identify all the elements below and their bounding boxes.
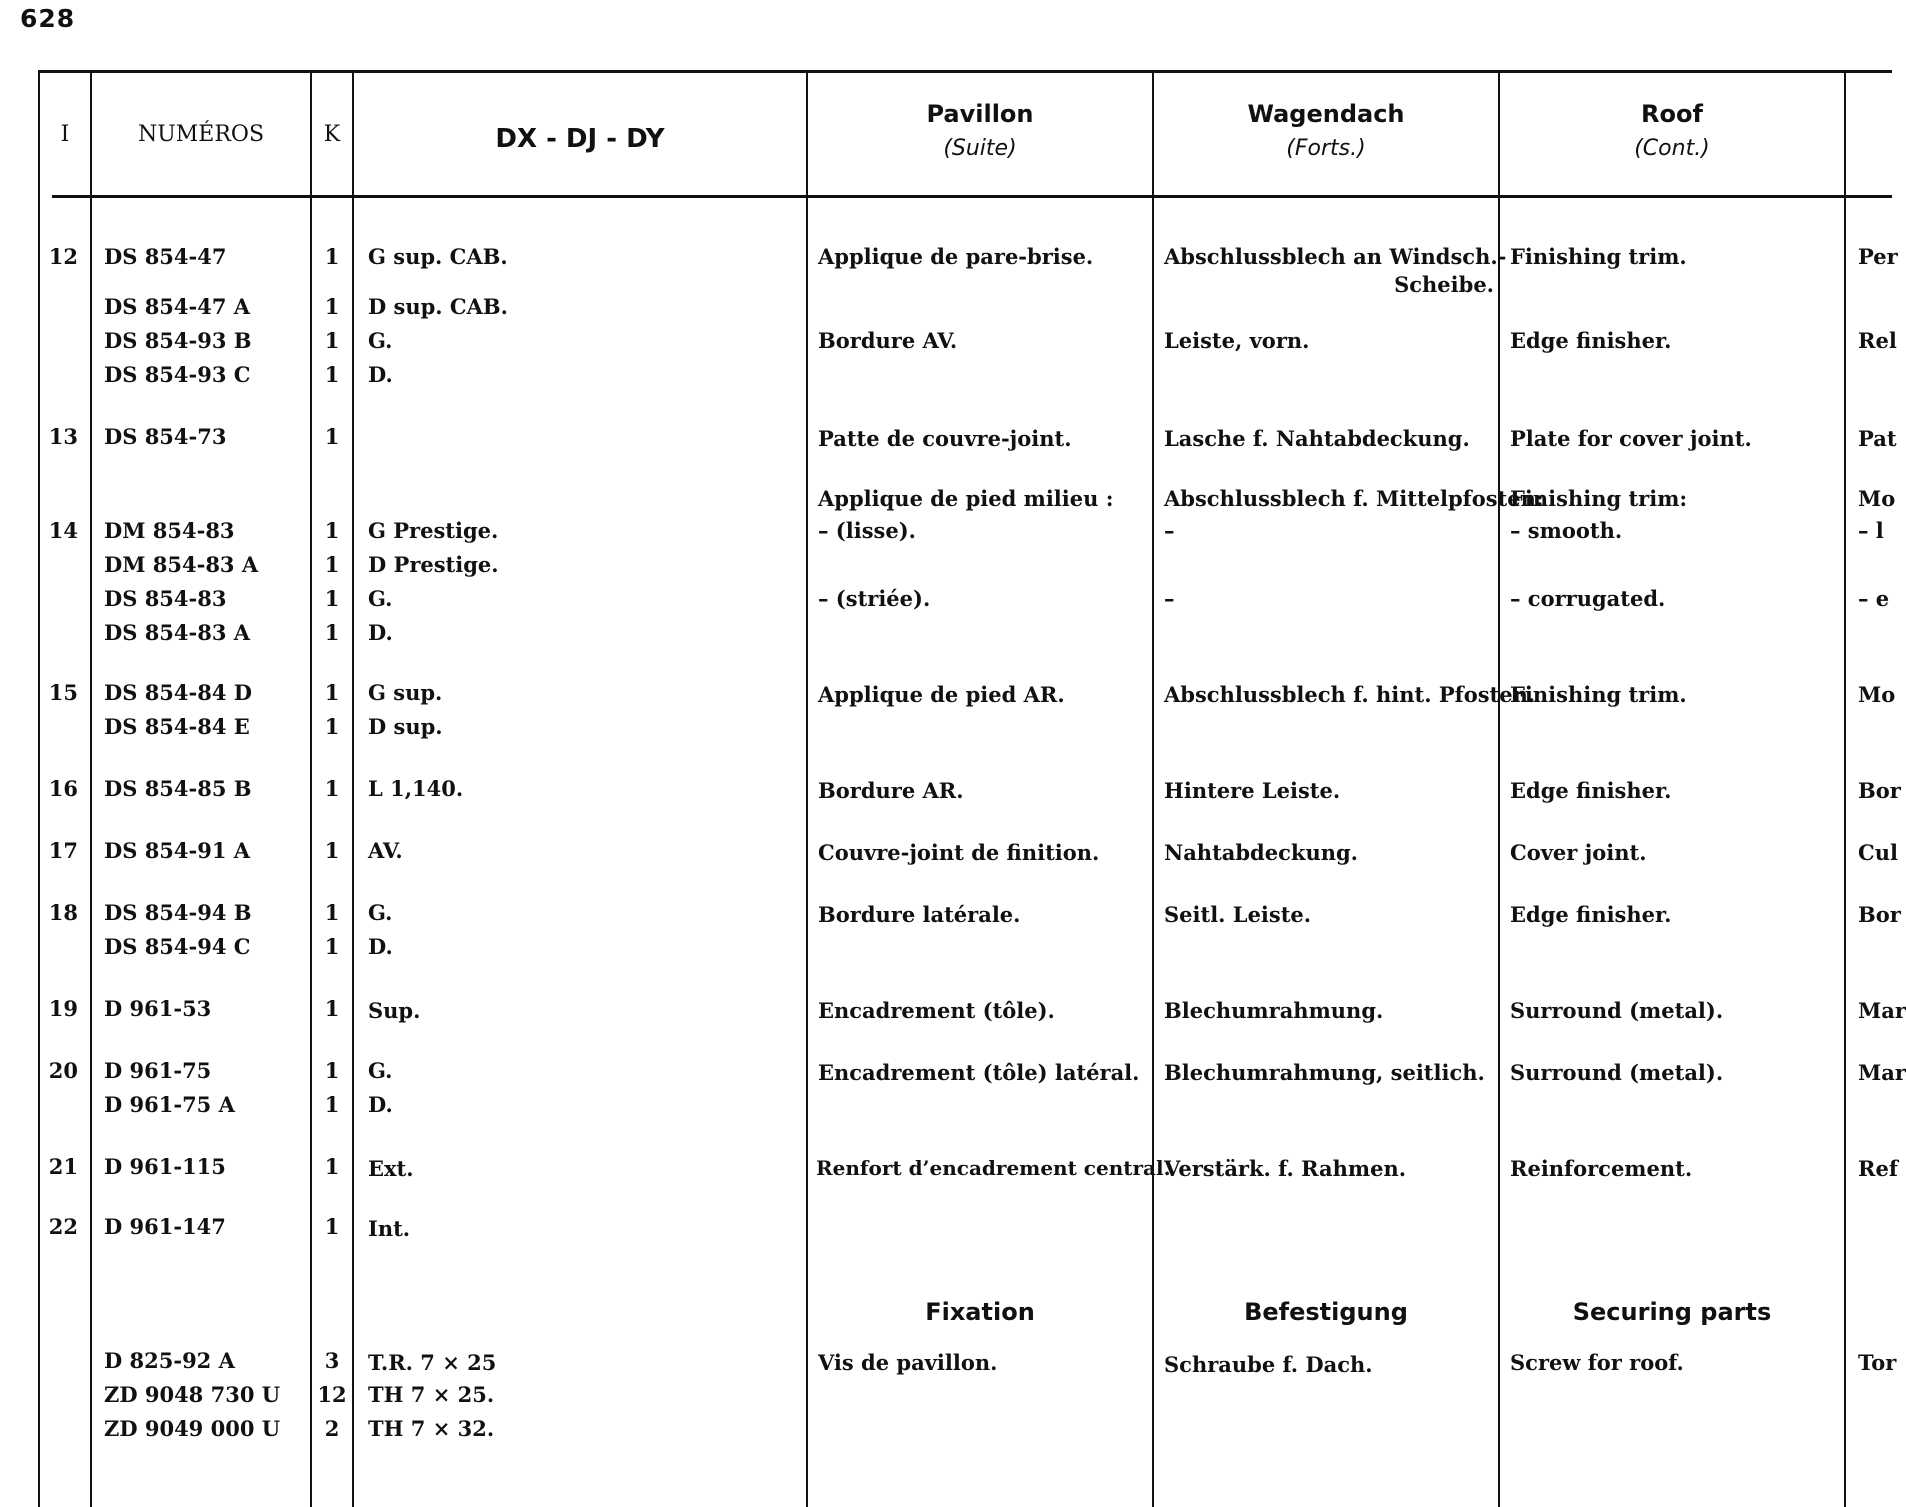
row-spec: Sup. [368, 998, 421, 1023]
row-de: Blechumrahmung. [1164, 998, 1384, 1023]
column-divider [806, 70, 808, 1507]
row-ref: 17 [48, 838, 78, 863]
row-de: Blechumrahmung, seitlich. [1164, 1060, 1485, 1085]
header-bottom-rule [52, 195, 1892, 198]
row-spec: D Prestige. [368, 552, 499, 577]
row-qty: 1 [324, 552, 340, 577]
row-cut-column: Mo [1858, 682, 1896, 707]
row-qty: 12 [317, 1382, 347, 1407]
row-ref: 14 [48, 518, 78, 543]
row-qty: 1 [324, 934, 340, 959]
row-part-number: DS 854-73 [104, 424, 227, 449]
row-cut-column: – l [1858, 518, 1884, 543]
row-de: Hintere Leiste. [1164, 778, 1341, 803]
header-en-title: Roof [1641, 100, 1703, 128]
row-qty: 1 [324, 1214, 340, 1239]
row-part-number: D 961-75 A [104, 1092, 235, 1117]
row-spec: T.R. 7 × 25 [368, 1350, 497, 1375]
row-de: – [1164, 518, 1175, 543]
column-divider [90, 70, 92, 1507]
row-part-number: DS 854-47 [104, 244, 227, 269]
row-en: Edge finisher. [1510, 778, 1672, 803]
row-ref: 22 [48, 1214, 78, 1239]
row-spec: D. [368, 362, 393, 387]
row-fr: Patte de couvre-joint. [818, 426, 1072, 451]
row-fr: Applique de pied AR. [818, 682, 1065, 707]
row-de: Leiste, vorn. [1164, 328, 1310, 353]
row-fr: Encadrement (tôle) latéral. [818, 1060, 1140, 1085]
row-fr: Bordure AR. [818, 778, 964, 803]
row-de: Abschlussblech f. Mittelpfosten: [1164, 486, 1544, 511]
row-en: Plate for cover joint. [1510, 426, 1752, 451]
row-fr: – (striée). [818, 586, 931, 611]
header-en [1500, 100, 1844, 161]
row-ref: 20 [48, 1058, 78, 1083]
row-cut-column: Rel [1858, 328, 1897, 353]
row-en: Screw for roof. [1510, 1350, 1684, 1375]
row-spec: Int. [368, 1216, 411, 1241]
row-qty: 1 [324, 328, 340, 353]
row-qty: 1 [324, 1154, 340, 1179]
header-models: DX - DJ - DY [495, 124, 665, 154]
column-divider [1844, 70, 1846, 1507]
row-part-number: D 961-75 [104, 1058, 212, 1083]
column-divider [1152, 70, 1154, 1507]
header-numeros: NUMÉROS [137, 122, 265, 147]
row-part-number: DM 854-83 A [104, 552, 259, 577]
row-en: – corrugated. [1510, 586, 1666, 611]
row-en: Surround (metal). [1510, 1060, 1724, 1085]
row-fr: – (lisse). [818, 518, 916, 543]
row-cut-column: Mo [1858, 486, 1896, 511]
row-fr: Vis de pavillon. [818, 1350, 998, 1375]
row-de-cont: Scheibe. [1394, 272, 1494, 297]
row-de: Lasche f. Nahtabdeckung. [1164, 426, 1470, 451]
row-spec: D sup. CAB. [368, 294, 508, 319]
row-qty: 1 [324, 244, 340, 269]
row-qty: 1 [324, 680, 340, 705]
row-fr: Applique de pied milieu : [818, 486, 1114, 511]
row-part-number: DS 854-91 A [104, 838, 251, 863]
row-de: Abschlussblech an Windsch.- [1164, 244, 1507, 269]
row-ref: 21 [48, 1154, 78, 1179]
row-cut-column: Per [1858, 244, 1898, 269]
row-qty: 1 [324, 586, 340, 611]
row-qty: 1 [324, 620, 340, 645]
row-qty: 1 [324, 294, 340, 319]
row-cut-column: Pat [1858, 426, 1897, 451]
row-qty: 1 [324, 996, 340, 1021]
row-qty: 1 [324, 1058, 340, 1083]
header-fr-sub: (Suite) [943, 136, 1017, 161]
row-de: Seitl. Leiste. [1164, 902, 1312, 927]
row-qty: 1 [324, 776, 340, 801]
row-de: Nahtabdeckung. [1164, 840, 1358, 865]
row-part-number: DS 854-84 D [104, 680, 252, 705]
table-top-rule [38, 70, 1892, 73]
column-divider [1498, 70, 1500, 1507]
row-en: Finishing trim. [1510, 682, 1687, 707]
row-part-number: D 961-115 [104, 1154, 226, 1179]
header-fr-title: Pavillon [926, 100, 1034, 128]
row-spec: G sup. [368, 680, 443, 705]
row-spec: Ext. [368, 1156, 414, 1181]
row-de: Abschlussblech f. hint. Pfosten. [1164, 682, 1536, 707]
row-ref: 16 [48, 776, 78, 801]
row-ref: 18 [48, 900, 78, 925]
row-part-number: D 825-92 A [104, 1348, 235, 1373]
row-ref: 15 [48, 680, 78, 705]
row-part-number: DM 854-83 [104, 518, 235, 543]
row-en: Surround (metal). [1510, 998, 1724, 1023]
row-spec: G. [368, 1058, 393, 1083]
row-spec: D. [368, 620, 393, 645]
row-qty: 1 [324, 838, 340, 863]
row-en: Finishing trim: [1510, 486, 1688, 511]
row-de: Verstärk. f. Rahmen. [1164, 1156, 1407, 1181]
row-part-number: DS 854-83 [104, 586, 227, 611]
row-qty: 2 [324, 1416, 340, 1441]
row-part-number: D 961-147 [104, 1214, 226, 1239]
row-part-number: DS 854-84 E [104, 714, 250, 739]
row-ref: 13 [48, 424, 78, 449]
row-spec: L 1,140. [368, 776, 464, 801]
row-fr: Renfort d’encadrement central. [816, 1156, 1171, 1180]
row-qty: 1 [324, 714, 340, 739]
row-de: – [1164, 586, 1175, 611]
row-cut-column: Tor [1858, 1350, 1897, 1375]
row-part-number: DS 854-83 A [104, 620, 251, 645]
row-spec: G. [368, 328, 393, 353]
row-part-number: DS 854-94 B [104, 900, 252, 925]
row-spec: D. [368, 934, 393, 959]
section-heading-de: Befestigung [1244, 1298, 1408, 1326]
header-de-title: Wagendach [1247, 100, 1405, 128]
row-spec: D sup. [368, 714, 443, 739]
header-fr [808, 100, 1152, 161]
row-part-number: ZD 9048 730 U [104, 1382, 281, 1407]
row-cut-column: Mar [1858, 1060, 1906, 1085]
row-cut-column: Bor [1858, 778, 1901, 803]
row-en: Cover joint. [1510, 840, 1647, 865]
header-en-sub: (Cont.) [1634, 136, 1710, 161]
row-en: Edge finisher. [1510, 328, 1672, 353]
row-cut-column: Ref [1858, 1156, 1898, 1181]
row-part-number: D 961-53 [104, 996, 212, 1021]
page-number: 628 [20, 4, 76, 33]
row-qty: 1 [324, 900, 340, 925]
row-fr: Bordure latérale. [818, 902, 1021, 927]
row-part-number: DS 854-93 B [104, 328, 252, 353]
row-cut-column: Cul [1858, 840, 1898, 865]
row-part-number: ZD 9049 000 U [104, 1416, 281, 1441]
row-en: Reinforcement. [1510, 1156, 1693, 1181]
row-part-number: DS 854-47 A [104, 294, 251, 319]
row-cut-column: Bor [1858, 902, 1901, 927]
column-divider [352, 70, 354, 1507]
row-qty: 1 [324, 362, 340, 387]
row-en: Edge finisher. [1510, 902, 1672, 927]
row-ref: 12 [48, 244, 78, 269]
row-part-number: DS 854-94 C [104, 934, 251, 959]
section-heading-en: Securing parts [1572, 1298, 1772, 1326]
row-part-number: DS 854-93 C [104, 362, 251, 387]
row-spec: D. [368, 1092, 393, 1117]
row-spec: G. [368, 586, 393, 611]
row-cut-column: – e [1858, 586, 1890, 611]
row-ref: 19 [48, 996, 78, 1021]
row-part-number: DS 854-85 B [104, 776, 252, 801]
row-qty: 3 [324, 1348, 340, 1373]
row-cut-column: Mar [1858, 998, 1906, 1023]
row-qty: 1 [324, 518, 340, 543]
row-spec: AV. [368, 838, 403, 863]
row-spec: TH 7 × 32. [368, 1416, 495, 1441]
header-de-sub: (Forts.) [1286, 136, 1366, 161]
row-en: – smooth. [1510, 518, 1623, 543]
header-ref: I [60, 122, 70, 147]
row-spec: G sup. CAB. [368, 244, 508, 269]
header-k: K [323, 122, 341, 147]
row-qty: 1 [324, 424, 340, 449]
row-fr: Encadrement (tôle). [818, 998, 1055, 1023]
row-fr: Couvre-joint de finition. [818, 840, 1100, 865]
section-heading-fr: Fixation [925, 1298, 1035, 1326]
row-de: Schraube f. Dach. [1164, 1352, 1373, 1377]
row-spec: G Prestige. [368, 518, 499, 543]
header-de [1154, 100, 1498, 161]
row-spec: TH 7 × 25. [368, 1382, 495, 1407]
row-qty: 1 [324, 1092, 340, 1117]
row-fr: Applique de pare-brise. [818, 244, 1094, 269]
row-fr: Bordure AV. [818, 328, 958, 353]
row-spec: G. [368, 900, 393, 925]
row-en: Finishing trim. [1510, 244, 1687, 269]
